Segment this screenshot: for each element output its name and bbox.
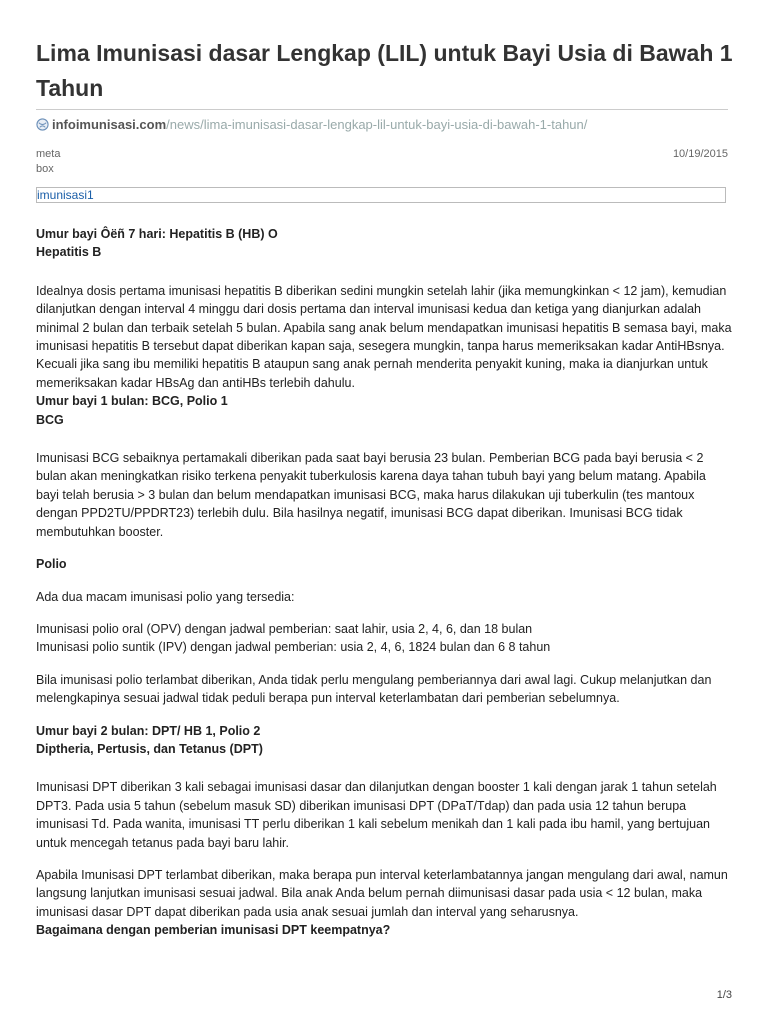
title-divider [36,109,728,110]
source-path: /news/lima-imunisasi-dasar-lengkap-lil-untuk-bayi-usia-di-bawah-1-tahun/ [166,117,588,132]
source-domain-link[interactable]: infoimunisasi.com [52,117,167,132]
paragraph: Idealnya dosis pertama imunisasi hepatitis B diberikan sedini mungkin setelah lahir (jika memungkinkan < 12 jam), kemudian dilanjutkan dengan interval 4 minggu dari dosis pertama dan interval imunisasi kedua dan ketiga yang dianjurkan adalah minimal 2 bulan dan terbaik setelah 5 bulan. Apabila sang anak belum mendapatkan imunisasi hepatitis B semasa bayi, maka imunisasi hepatitis B tersebut dapat diberikan kapan saja, sesegera mungkin, tanpa harus memeriksakan kadar AntiHBsnya. Kecuali jika sang ibu memiliki hepatitis B ataupun sang anak pernah menderita penyakit kuning, maka ia dianjurkan untuk memeriksakan kadar HBsAg dan antiHBs terlebih dahulu. [36,283,732,390]
paragraph: Imunisasi polio oral (OPV) dengan jadwal pemberian: saat lahir, usia 2, 4, 6, dan 18 bulan [36,621,533,636]
paragraph: Imunisasi BCG sebaiknya pertamakali diberikan pada saat bayi berusia 23 bulan. Pemberian BCG pada bayi berusia < 2 bulan akan meningkatkan risiko terkena penyakit tuberkulosis karena daya tahan tubuh bayi yang belum matang. Apabila bayi telah berusia > 3 bulan dan belum mendapatkan imunisasi BCG, maka harus dilakukan uji tuberkulin (tes mantoux dengan PPD2TU/PPDRT23) terlebih dulu. Bila hasilnya negatif, imunisasi BCG dapat diberikan. Imunisasi BCG tidak membutuhkan booster. [36,451,706,539]
section-heading: Umur bayi 1 bulan: BCG, Polio 1 [36,394,228,409]
section-subheading: Hepatitis B [36,245,102,260]
paragraph: Imunisasi DPT diberikan 3 kali sebagai imunisasi dasar dan dilanjutkan dengan booster 1 kali dengan jarak 1 tahun setelah DPT3. Pada usia 5 tahun (sebelum masuk SD) diberikan imunisasi DPT (DPaT/Tdap) dan pada usia 12 tahun berupa imunisasi Td. Pada wanita, imunisasi TT perlu diberikan 1 kali sebelum menikah dan 1 kali pada ibu hamil, yang bertujuan untuk mencegah tetanus pada bayi baru lahir. [36,780,717,850]
source-line [36,117,587,133]
article-title: Lima Imunisasi dasar Lengkap (LIL) untuk Bayi Usia di Bawah 1 Tahun [36,40,733,101]
paragraph: Ada dua macam imunisasi polio yang tersedia: [36,589,295,604]
tag-box [36,187,726,203]
section-heading: Umur bayi 2 bulan: DPT/ HB 1, Polio 2 [36,723,261,738]
paragraph: Imunisasi polio suntik (IPV) dengan jadwal pemberian: usia 2, 4, 6, 1824 bulan dan 6 8 tahun [36,640,551,655]
paragraph: Apabila Imunisasi DPT terlambat diberikan, maka berapa pun interval keterlambatannya jangan mengulang dari awal, namun langsung lanjutkan imunisasi sesuai jadwal. Bila anak Anda belum pernah diimunisasi dasar pada usia < 12 bulan, maka imunisasi dasar DPT dapat diberikan pada usia anak sesuai jumlah dan interval yang seharusnya. [36,867,728,919]
article-body [36,225,732,940]
section-heading: Bagaimana dengan pemberian imunisasi DPT keempatnya? [36,923,391,938]
section-subheading: Diptheria, Pertusis, dan Tetanus (DPT) [36,741,263,756]
page-number: 1/3 [716,989,732,1001]
section-subheading: Polio [36,557,67,572]
meta-box-label: box [36,163,54,175]
globe-icon [36,118,49,131]
section-subheading: BCG [36,412,64,427]
publish-date: 10/19/2015 [672,148,728,160]
meta-box [36,147,60,177]
section-heading: Umur bayi Ôëñ 7 hari: Hepatitis B (HB) O [36,227,278,241]
paragraph: Bila imunisasi polio terlambat diberikan, Anda tidak perlu mengulang pemberiannya dari awal lagi. Cukup melanjutkan dan melengkapinya sesuai jadwal tidak peduli berapa pun interval keterlambatan dari pemberian sebelumnya. [36,672,712,706]
meta-label: meta [36,148,61,160]
tag-link[interactable]: imunisasi1 [37,188,94,202]
